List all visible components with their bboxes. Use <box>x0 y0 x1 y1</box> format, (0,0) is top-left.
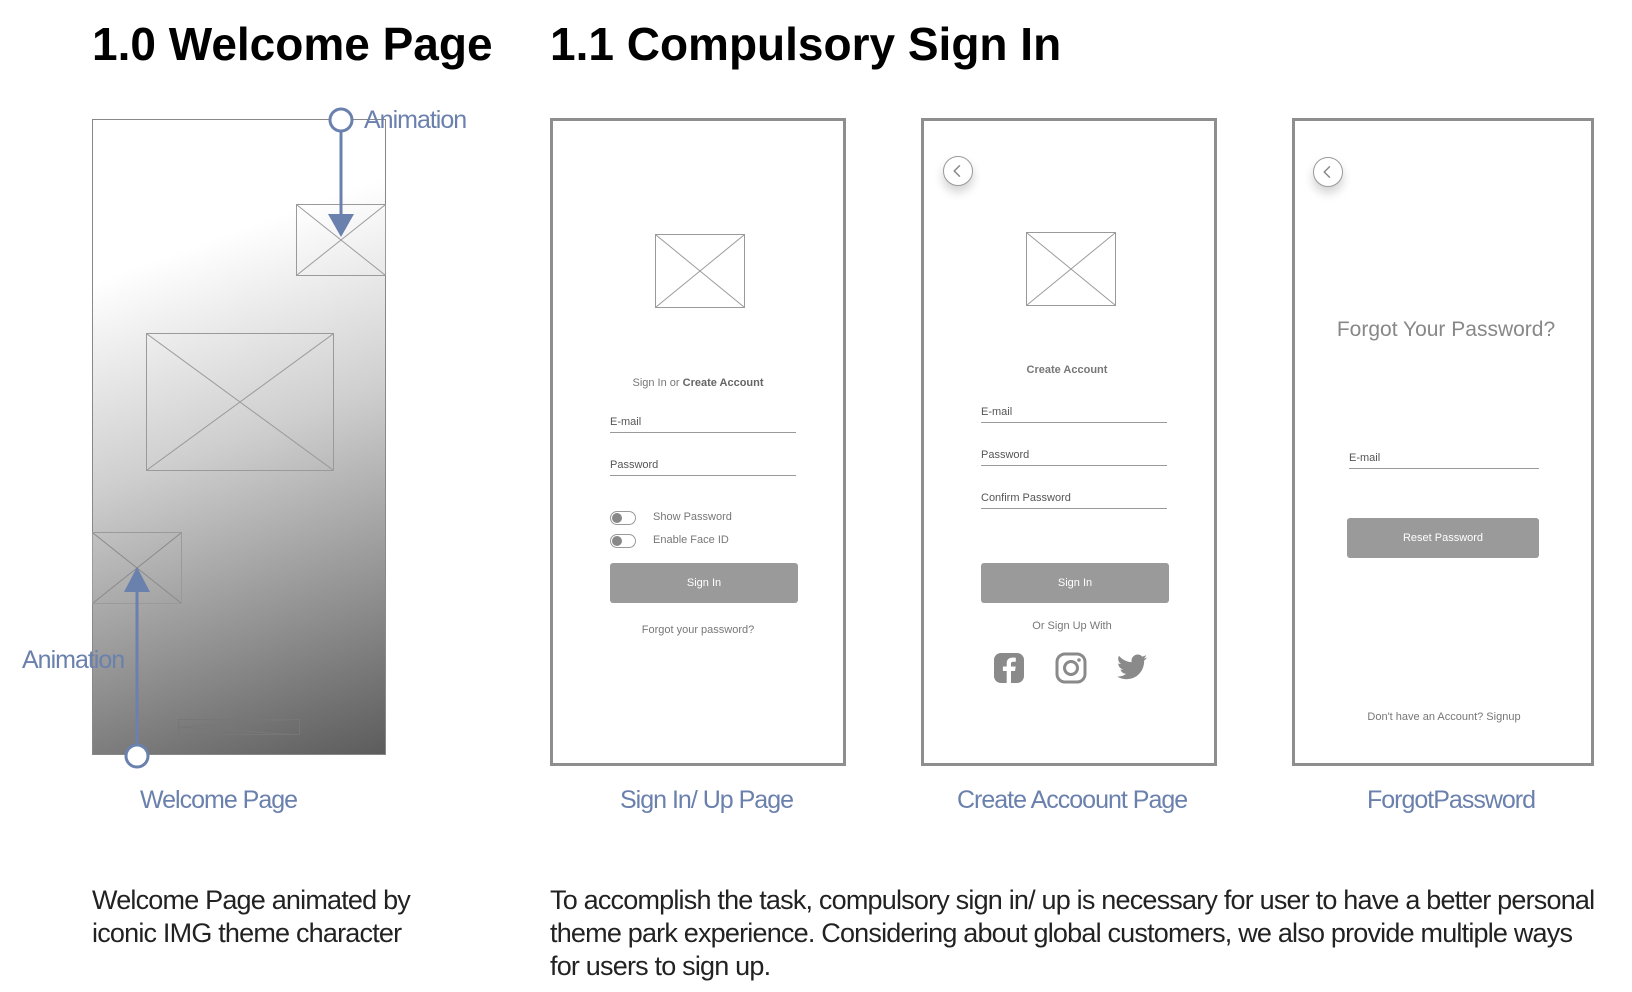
or-sign-up-with-label: Or Sign Up With <box>1032 620 1112 632</box>
create-logo-placeholder <box>1026 232 1116 306</box>
create-email-label: E-mail <box>981 406 1013 418</box>
signin-heading: 1.1 Compulsory Sign In <box>550 18 1062 70</box>
face-id-toggle[interactable] <box>610 534 636 548</box>
show-password-toggle[interactable] <box>610 511 636 525</box>
forgot-title: Forgot Your Password? <box>1336 318 1556 341</box>
welcome-heading: 1.0 Welcome Page <box>92 18 493 70</box>
forgot-email-label: E-mail <box>1349 452 1381 464</box>
animation-label-bottom: Animation <box>22 646 125 674</box>
create-email-field[interactable] <box>981 403 1167 423</box>
caption-signin: Sign In/ Up Page <box>620 786 794 814</box>
signin-phone-frame <box>550 118 846 766</box>
signin-prompt-plain: Sign In or <box>632 377 683 389</box>
signin-password-field[interactable] <box>610 456 796 476</box>
forgot-phone-frame <box>1292 118 1594 766</box>
signin-logo-placeholder <box>655 234 745 308</box>
create-signin-button[interactable]: Sign In <box>981 563 1169 603</box>
facebook-icon[interactable] <box>992 651 1026 685</box>
create-account-link[interactable]: Create Account <box>682 377 764 389</box>
forgot-password-link[interactable]: Forgot your password? <box>641 624 755 636</box>
signin-description: To accomplish the task, compulsory sign in/ up is necessary for user to have a better personal theme park experience. Considering about global customers, we also provide multiple ways for users to sign up. <box>550 885 1595 981</box>
create-password-field[interactable] <box>981 446 1167 466</box>
chevron-left-icon <box>944 157 972 185</box>
caption-welcome: Welcome Page <box>140 786 298 814</box>
signin-prompt <box>553 377 843 389</box>
caption-create: Create Accoount Page <box>957 786 1188 814</box>
signin-password-label: Password <box>610 459 659 471</box>
chevron-left-icon <box>1314 158 1342 186</box>
signin-button[interactable]: Sign In <box>610 563 798 603</box>
show-password-label: Show Password <box>653 511 732 523</box>
confirm-password-field[interactable] <box>981 489 1167 509</box>
face-id-label: Enable Face ID <box>653 534 729 546</box>
twitter-icon[interactable] <box>1115 653 1149 683</box>
create-phone-frame <box>921 118 1217 766</box>
welcome-description: Welcome Page animated by iconic IMG theme character <box>92 885 410 948</box>
forgot-back-button[interactable] <box>1313 157 1343 187</box>
create-account-title: Create Account <box>1026 364 1108 376</box>
create-password-label: Password <box>981 449 1030 461</box>
instagram-icon[interactable] <box>1054 651 1088 685</box>
confirm-password-label: Confirm Password <box>981 492 1071 504</box>
signup-link[interactable]: Don't have an Account? Signup <box>1367 711 1521 723</box>
signin-email-field[interactable] <box>610 413 796 433</box>
reset-password-button[interactable]: Reset Password <box>1347 518 1539 558</box>
animation-label-top: Animation <box>364 106 467 134</box>
forgot-email-field[interactable] <box>1349 447 1539 469</box>
back-button[interactable] <box>943 156 973 186</box>
signin-email-label: E-mail <box>610 416 642 428</box>
caption-forgot: ForgotPassword <box>1367 786 1536 814</box>
